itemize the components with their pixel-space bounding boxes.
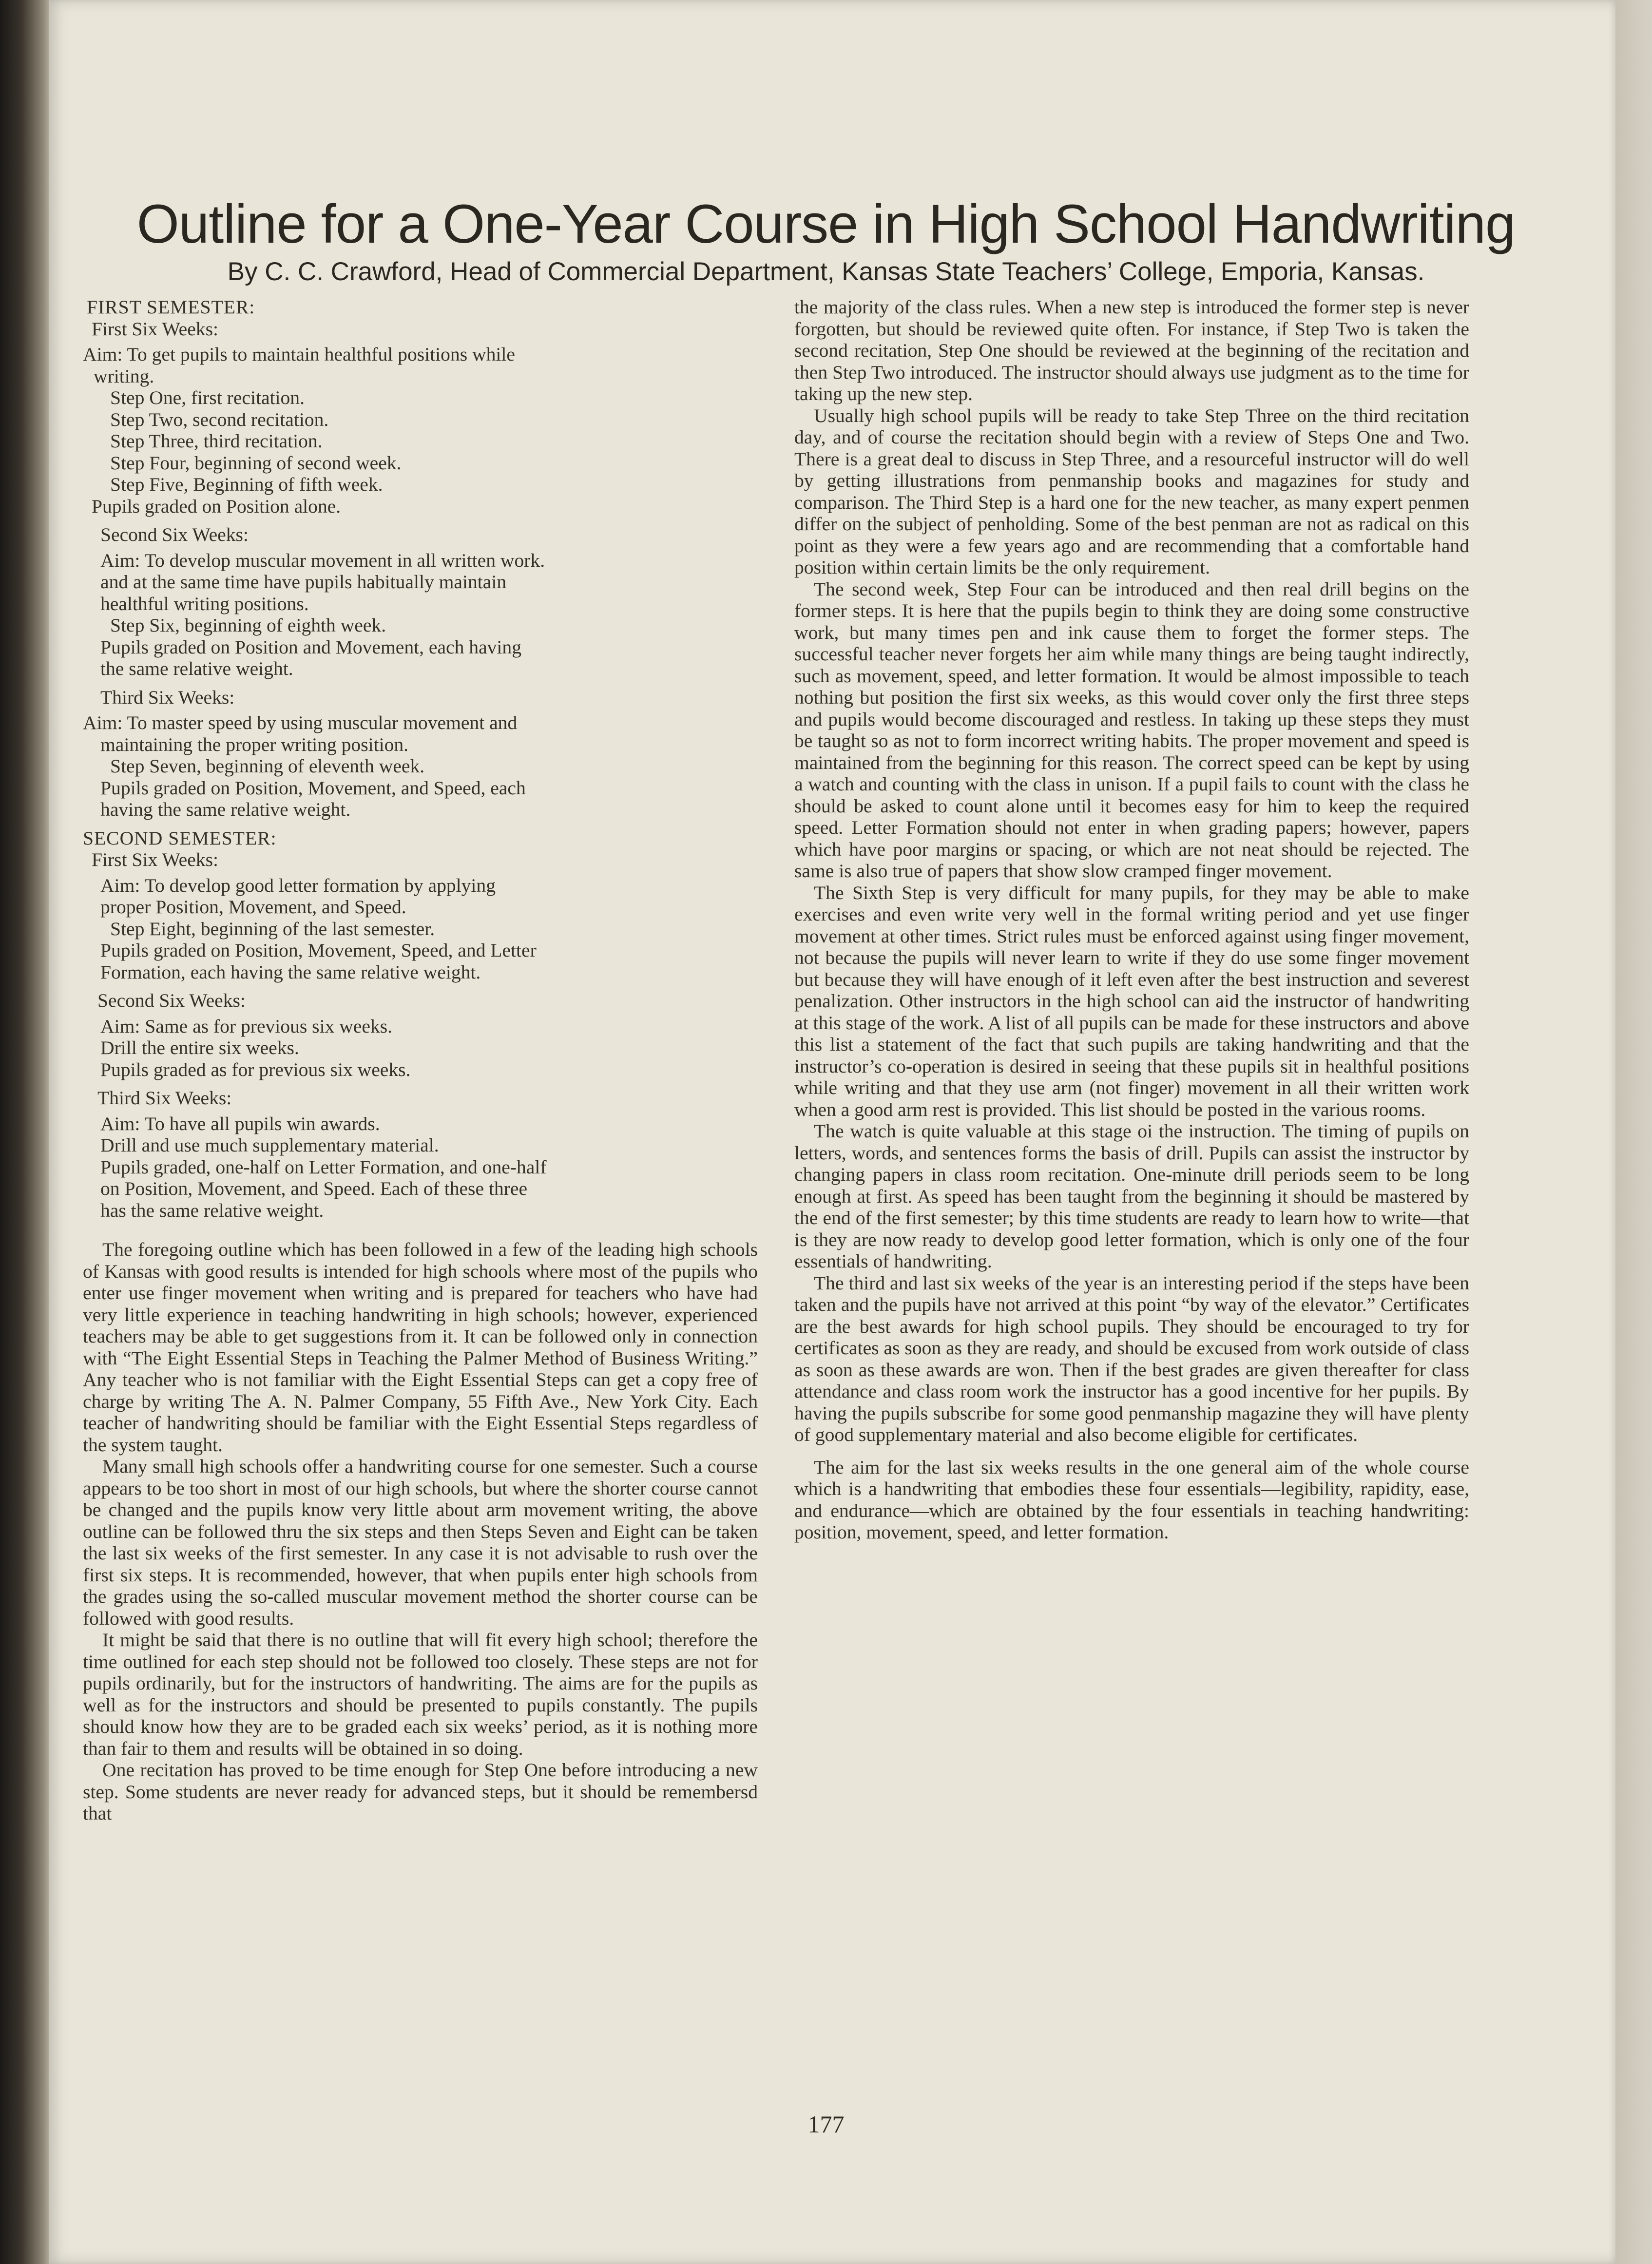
outline-line: SECOND SEMESTER:: [83, 827, 277, 849]
outline-line: First Six Weeks:: [92, 849, 218, 870]
outline-line: Pupils graded on Position and Movement, each having: [100, 636, 521, 658]
outline-line: Aim: To have all pupils win awards.: [100, 1113, 380, 1134]
outline-line: on Position, Movement, and Speed. Each of these three: [100, 1178, 528, 1199]
outline-line: Pupils graded, one-half on Letter Formation, and one-half: [100, 1156, 547, 1178]
outline-line: Drill the entire six weeks.: [100, 1037, 299, 1058]
outline-line: writing.: [94, 365, 154, 387]
body-paragraph: One recitation has proved to be time enough for Step One before introducing a new step. Some students are never ready for advanced steps, but it should be remembersd that: [83, 1759, 758, 1824]
body-paragraph: the majority of the class rules. When a new step is introduced the former step is never forgotten, but should be reviewed quite often. For instance, if Step Two is taken the second recitation, Step One should be reviewed at the beginning of the recitation and then Step Two introduced. The instructor should always use judgment as to the time for taking up the new step.: [794, 296, 1469, 404]
outline-line: Drill and use much supplementary material.: [100, 1134, 439, 1156]
body-paragraph: The third and last six weeks of the year is an interesting period if the steps have been taken and the pupils have not arrived at this point “by way of the elevator.” Certificates are the best awards for high school pupils. They should be encouraged to try for certificates as soon as they are ready, and should be excused from work outside of class as soon as these awards are won. Then if the best grades are given thereafter for class attendance and class room work the instructor has a good incentive for her pupils. By having the pupils subscribe for some good penmanship magazine they will have plenty of good supplementary material and also become eligible for certificates.: [794, 1272, 1469, 1445]
outline-line: maintaining the proper writing position.: [100, 733, 409, 755]
outline-line: Pupils graded on Position alone.: [92, 495, 341, 517]
page-edge: [1615, 0, 1652, 2264]
outline-line: healthful writing positions.: [100, 593, 309, 614]
outline-line: Step Seven, beginning of eleventh week.: [110, 755, 425, 777]
body-paragraph: The foregoing outline which has been followed in a few of the leading high schools of Kansas with good results is intended for high schools where most of the pupils who enter use finger movement when writing and is prepared for teachers who have had very little experience in teaching handwriting in high schools; however, experienced teachers may be able to get suggestions from it. It can be followed only in connection with “The Eight Essential Steps in Teaching the Palmer Method of Business Writing.” Any teacher who is not familiar with the Eight Essential Steps can get a copy free of charge by writing The A. N. Palmer Company, 55 Fifth Ave., New York City. Each teacher of handwriting should be familiar with the Eight Essential Steps regardless of the system taught.: [83, 1239, 758, 1456]
body-paragraph: Usually high school pupils will be ready to take Step Three on the third recitation day, and of course the recitation should begin with a review of Steps One and Two. There is a great deal to discuss in Step Three, and a resourceful instructor will do well by getting illustrations from penmanship books and magazines for study and comparison. The Third Step is a hard one for the new teacher, as many expert penmen differ on the subject of penholding. Some of the best penman are not as radical on this point as they were a few years ago and are recommending that a comfortable hand position within certain limits be the only requirement.: [794, 404, 1469, 578]
left-column: [83, 296, 758, 1824]
body-paragraph: The watch is quite valuable at this stage oi the instruction. The timing of pupils on letters, words, and sentences forms the basis of drill. Pupils can assist the instructor by changing papers in class room recitation. One-minute drill periods seem to be long enough at first. As speed has been taught from the beginning it should be mastered by the end of the first semester; by this time students are ready to learn how to write—that is they are now ready to develop good letter formation, which is only one of the four essentials of handwriting.: [794, 1120, 1469, 1272]
body-paragraph: The Sixth Step is very difficult for many pupils, for they may be able to make exercises and even write very well in the formal writing period and yet use finger movement at other times. Strict rules must be enforced against using finger movement, not because the pupils will never learn to write if they do use some finger movement but because they will have enough of it left even after the best instruction and severest penalization. Other instructors in the high school can aid the instructor of handwriting at this stage of the work. A list of all pupils can be made for these instructors and above this list a statement of the fact that such pupils are taking handwriting and that the instructor’s co-operation is desired in seeing that these pupils sit in healthful positions while writing and that they use arm (not finger) movement in all their written work when a good arm rest is provided. This list should be posted in the various rooms.: [794, 882, 1469, 1120]
outline-line: Step Two, second recitation.: [110, 408, 329, 430]
body-paragraph: The second week, Step Four can be introduced and then real drill begins on the former steps. It is here that the pupils begin to think they are doing some constructive work, but many times pen and ink cause them to forget the former steps. The successful teacher never forgets her aim while many things are being taught indirectly, such as movement, speed, and letter formation. It would be almost impossible to teach nothing but position the first six weeks, as this would cover only the first three steps and pupils would become discouraged and restless. In taking up these steps they must be taught so as not to form incorrect writing habits. The proper movement and speed is maintained from the beginning for this reason. The correct speed can be kept by using a watch and counting with the class in unison. If a pupil fails to count with the class he should be asked to count alone until it becomes easy for him to keep the required speed. Letter Formation should not enter in when grading papers; however, papers which have poor margins or spacing, or which are not neat should be rejected. The same is also true of papers that show slow cramped finger movement.: [794, 578, 1469, 882]
outline-line: Aim: To develop muscular movement in all written work.: [100, 549, 545, 571]
outline-line: Aim: To develop good letter formation by applying: [100, 874, 496, 896]
article-title: Outline for a One-Year Course in High School Handwriting: [136, 193, 1516, 254]
outline-line: the same relative weight.: [100, 658, 293, 679]
body-paragraph: It might be said that there is no outline that will fit every high school; therefore the time outlined for each step should not be followed too closely. These steps are not for pupils ordinarily, but for the instructors of handwriting. The aims are for the pupils as well as for the instructors and should be presented to pupils constantly. The pupils should know how they are to be graded each six weeks’ period, as it is nothing more than fair to them and results will be obtained in so doing.: [83, 1629, 758, 1759]
outline-line: Step Four, beginning of second week.: [110, 452, 402, 474]
outline-line: and at the same time have pupils habitually maintain: [100, 571, 507, 593]
outline-line: Step One, first recitation.: [110, 387, 305, 408]
outline-line: Third Six Weeks:: [97, 1087, 232, 1109]
outline-line: Second Six Weeks:: [97, 990, 246, 1011]
outline-line: First Six Weeks:: [92, 318, 218, 340]
outline-line: Pupils graded on Position, Movement, and Speed, each: [100, 777, 526, 799]
page-number: 177: [807, 2111, 845, 2138]
outline-line: Aim: To get pupils to maintain healthful positions while: [83, 344, 515, 365]
article-byline: By C. C. Crawford, Head of Commercial Department, Kansas State Teachers’ College, Emporia, Kansas.: [227, 257, 1425, 286]
outline-line: Step Five, Beginning of fifth week.: [110, 474, 383, 495]
book-binding-shadow: [0, 0, 54, 2264]
outline-line: Formation, each having the same relative weight.: [100, 961, 481, 983]
body-paragraph: The aim for the last six weeks results in the one general aim of the whole course which is a handwriting that embodies these four essentials—legibility, rapidity, ease, and endurance—which are obtained by the four essentials in teaching handwriting: position, movement, speed, and letter formation.: [794, 1456, 1469, 1543]
outline-line: Step Eight, beginning of the last semester.: [110, 918, 435, 940]
outline-line: Pupils graded on Position, Movement, Speed, and Letter: [100, 940, 537, 961]
outline-line: Aim: Same as for previous six weeks.: [100, 1015, 393, 1037]
outline-line: Second Six Weeks:: [100, 524, 249, 545]
outline-line: Step Three, third recitation.: [110, 430, 323, 452]
outline-line: proper Position, Movement, and Speed.: [100, 896, 406, 918]
outline-line: Step Six, beginning of eighth week.: [110, 614, 386, 636]
outline-line: has the same relative weight.: [100, 1199, 324, 1221]
outline-line: Third Six Weeks:: [100, 686, 235, 708]
right-column: [794, 296, 1469, 1543]
body-paragraph: Many small high schools offer a handwriting course for one semester. Such a course appears to be too short in most of our high schools, but where the shorter course cannot be changed and the pupils know very little about arm movement writing, the above outline can be followed thru the six steps and then Steps Seven and Eight can be taken the last six weeks of the first semester. In any case it is not advisable to rush over the first six steps. It is recommended, however, that when pupils enter high schools from the grades using the so-called muscular movement method the shorter course can be followed with good results.: [83, 1456, 758, 1629]
outline-line: FIRST SEMESTER:: [87, 296, 255, 318]
outline-line: having the same relative weight.: [100, 799, 351, 820]
outline-line: Pupils graded as for previous six weeks.: [100, 1058, 411, 1080]
outline-line: Aim: To master speed by using muscular movement and: [83, 712, 518, 733]
